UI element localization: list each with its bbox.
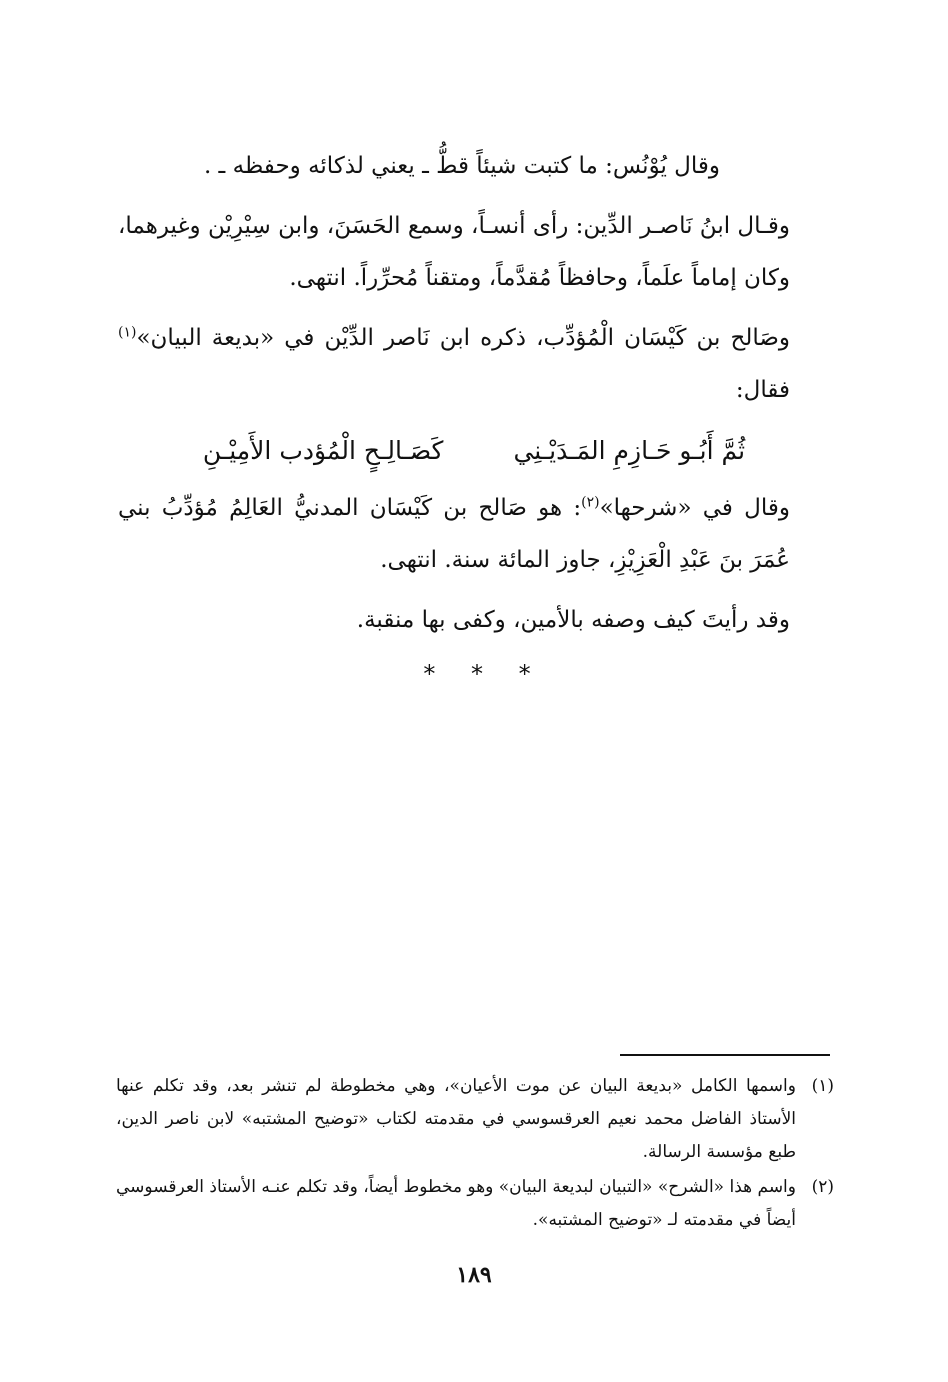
footnote-2-text: واسم هذا «الشرح» «التبيان لبديعة البيان» وهو مخطوط أيضاً، وقد تكلم عنـه الأستاذ العرقسوسي أيضاً في مقدمته لـ «توضيح المشتبه». <box>116 1177 796 1230</box>
paragraph-conclusion <box>118 594 830 646</box>
poem-verse <box>118 424 830 478</box>
footnote-ref-2[interactable]: (٢) <box>581 494 600 511</box>
paragraph-sharh <box>118 482 830 586</box>
footnote-1-text: واسمها الكامل «بديعة البيان عن موت الأعيان»، وهي مخطوطة لم تنشر بعد، وقد تكلم عنها الأستاذ الفاضل محمد نعيم العرقسوسي في مقدمته لكتاب «توضيح المشتبه» لابن ناصر الدين، طبع مؤسسة الرسالة. <box>116 1076 796 1162</box>
paragraph-salih-tail: فقال: <box>735 377 790 403</box>
footnote-ref-1[interactable]: (١) <box>118 324 137 341</box>
paragraph-ibn-nasir <box>118 200 830 304</box>
section-separator: * * * <box>423 660 545 688</box>
footnotes-section <box>116 1070 834 1239</box>
paragraph-ibn-nasir-text: وقـال ابنُ نَاصـر الدِّين: رأى أنسـاً، وسمع الحَسَنَ، وابن سِيْرِيْن وغيرهما، وكان إماماً علَماً، وحافظاً مُقدَّماً، ومتقناً مُحرِّراً. انتهى. <box>118 213 790 291</box>
paragraph-salih <box>118 312 830 416</box>
footnote-divider <box>620 1054 830 1056</box>
footnote-2 <box>116 1171 834 1237</box>
paragraph-salih-text: وصَالح بن كَيْسَان الْمُؤدِّب، ذكره ابن نَاصر الدِّيْن في «بديعة البيان» <box>136 325 790 351</box>
footnote-1 <box>116 1070 834 1169</box>
footnote-2-number: (٢) <box>811 1177 834 1197</box>
paragraph-sharh-text-start: وقال في «شرحها» <box>599 495 790 521</box>
main-text-body <box>118 140 830 694</box>
page-number: ١٨٩ <box>456 1262 492 1288</box>
poem-first-hemistich: ثُمَّ أَبُـو حَـازِمِ المَـدَيْـنِي <box>513 436 746 465</box>
paragraph-yunus-text: وقال يُوْنُس: ما كتبت شيئاً قطُّ ـ يعني لذكائه وحفظه ـ . <box>203 153 720 179</box>
paragraph-yunus <box>118 140 830 192</box>
poem-second-hemistich: كَصَـالِـحٍ الْمُؤدب الأَمِيْـنِ <box>202 436 444 465</box>
paragraph-conclusion-text: وقد رأيتَ كيف وصفه بالأمين، وكفى بها منقبة. <box>356 607 790 633</box>
paragraph-sharh-text-end: : هو صَالح بن كَيْسَان المدنيُّ العَالِمُ مُؤدِّبُ بني عُمَرَ بنَ عَبْدِ الْعَزِيْزِ، جاوز المائة سنة. انتهى. <box>118 495 790 573</box>
footnote-1-number: (١) <box>811 1076 834 1096</box>
